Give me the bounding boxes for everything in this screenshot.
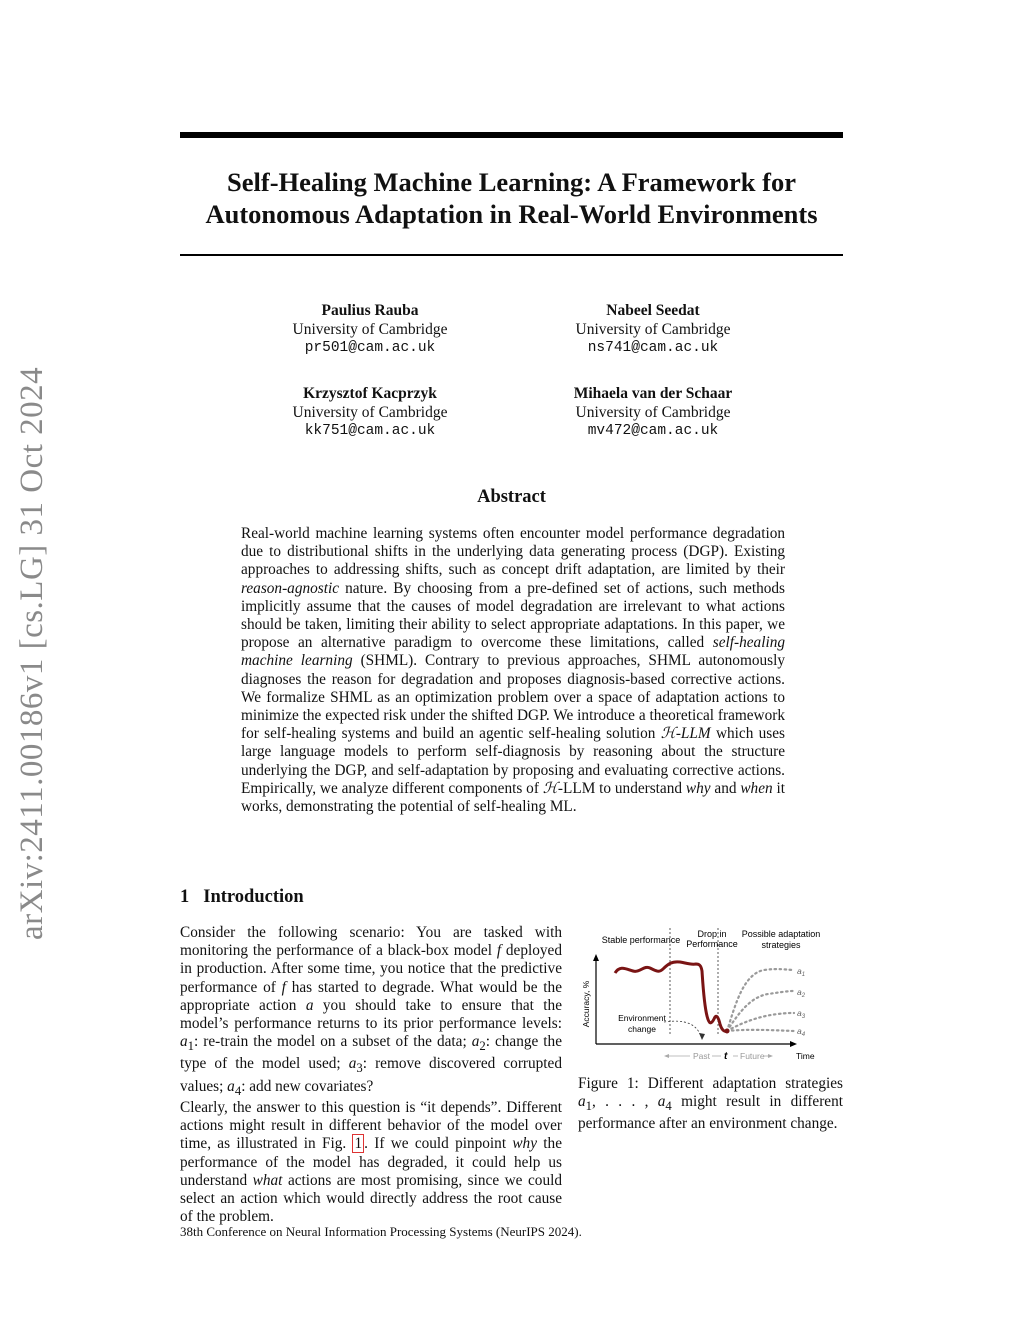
abstract-heading: Abstract <box>477 487 546 507</box>
intro-paragraph-2: Clearly, the answer to this question is “it depends”. Different actions might result in different behavior of the model over time, as illustrated in Fig. 1 . If we could pinpoint why the performance of the model has degraded, it could help us understand what actions are most promising, since we could select an action which would directly address the root cause of the problem. <box>180 1099 562 1226</box>
env-change-pointer <box>664 1021 701 1036</box>
future-label: Future <box>740 1051 765 1061</box>
author-name: Paulius Rauba <box>321 302 419 319</box>
intro-paragraph: Consider the following scenario: You are tasked with monitoring the performance of a black-box model f deployed in production. After some time, you notice that the predictive performance of f has started to degrade. What would be the appropriate action a you should take to ensure that the model’s performance returns to its prior performance levels: $a_1$: re-train the model on a subset of the data; $a_2$: change the type of the model used; $a_3$: remove discovered corrupted values; $a_4$: add new covariates? <box>180 924 562 1098</box>
author-affiliation: University of Cambridge <box>575 321 731 338</box>
env-change-label-1: Environment <box>618 1013 666 1023</box>
title-line-2: Autonomous Adaptation in Real-World Environments <box>205 199 818 229</box>
figure-1 <box>578 924 843 1074</box>
author-name: Mihaela van der Schaar <box>573 385 733 402</box>
author-block <box>523 384 783 441</box>
env-change-label-2: change <box>628 1024 656 1034</box>
y-axis-label: Accuracy, % <box>581 980 591 1028</box>
author-affiliation: University of Cambridge <box>292 321 448 338</box>
author-block <box>240 301 500 358</box>
title-line-1: Self-Healing Machine Learning: A Framework for <box>227 167 796 197</box>
author-email[interactable]: kk751@cam.ac.uk <box>304 423 436 439</box>
arxiv-stamp: arXiv:2411.00186v1 [cs.LG] 31 Oct 2024 <box>14 366 50 940</box>
phase-label-possible-1: Possible adaptation <box>741 929 821 939</box>
author-affiliation: University of Cambridge <box>575 404 731 421</box>
x-axis-arrow-icon <box>790 1041 797 1047</box>
figure-1-caption: Figure 1: Different adaptation strategies $a_1$, . . . , $a_4$ might result in different performance after an environment change. <box>578 1075 843 1133</box>
abstract-body: Real-world machine learning systems often encounter model performance degradation due to distributional shifts in the underlying data generating process (DGP). Existing approaches to addressing shifts, such as concept drift adaptation, are limited by their reason-agnostic nature. By choosing from a pre-defined set of actions, such methods implicitly assume that the causes of model degradation are irrelevant to what actions should be taken, limiting their ability to select appropriate adaptations. In this paper, we propose an alternative paradigm to overcome these limitations, called self-healing machine learning (SHML). Contrary to previous approaches, SHML autonomously diagnoses the reason for degradation and proposes diagnosis-based corrective actions. We formalize SHML as an optimization problem over a space of adaptation actions to minimize the expected risk under the shifted DGP. We introduce a theoretical framework for self-healing systems and build an agentic self-healing solution ℋ-LLM which uses large language models to perform self-diagnosis by reasoning about the structure underlying the DGP, and self-adaptation by proposing and evaluating corrective actions. Empirically, we analyze different components of ℋ-LLM to understand why and when it works, demonstrating the potential of self-healing ML. <box>241 525 786 816</box>
conference-footnote: 38th Conference on Neural Information Processing Systems (NeurIPS 2024). <box>180 1224 582 1239</box>
author-affiliation: University of Cambridge <box>292 404 448 421</box>
intro-text-column <box>180 924 562 1100</box>
strategy-label-a4: $a_4$ <box>797 1026 806 1038</box>
figure-1-reference-link[interactable]: 1 <box>354 1135 363 1153</box>
author-email[interactable]: ns741@cam.ac.uk <box>587 340 719 356</box>
author-email[interactable]: mv472@cam.ac.uk <box>587 423 719 439</box>
strategy-label-a1: $a_1$ <box>797 966 806 978</box>
x-axis-label: Time <box>796 1051 815 1061</box>
title-rule-top <box>180 132 843 138</box>
author-block <box>240 384 500 441</box>
future-arrow-icon <box>768 1054 773 1058</box>
phase-label-drop-2: Performance <box>686 939 738 949</box>
y-axis-arrow-icon <box>593 954 599 961</box>
author-name: Krzysztof Kacprzyk <box>303 385 437 402</box>
strategy-a3-curve <box>727 1013 794 1031</box>
current-time-label: t <box>724 1051 728 1062</box>
strategy-label-a3: $a_3$ <box>797 1008 806 1020</box>
author-block <box>523 301 783 358</box>
author-email[interactable]: pr501@cam.ac.uk <box>304 340 436 356</box>
phase-label-drop-1: Drop in <box>697 929 727 939</box>
current-time-point <box>725 1029 730 1034</box>
phase-label-possible-2: strategies <box>761 940 801 950</box>
past-arrow-icon <box>664 1054 669 1058</box>
strategy-label-a2: $a_2$ <box>797 987 806 999</box>
author-name: Nabeel Seedat <box>606 302 700 319</box>
section-heading-introduction: 1 Introduction <box>180 887 304 907</box>
env-change-arrow-icon <box>699 1033 705 1040</box>
strategy-a1-curve <box>727 969 794 1031</box>
title-rule-bottom <box>180 254 843 256</box>
past-label: Past <box>693 1051 711 1061</box>
figure-1-svg <box>578 924 843 1074</box>
phase-label-stable: Stable performance <box>601 935 681 945</box>
strategy-a4-curve <box>727 1030 794 1031</box>
paper-title <box>180 166 843 230</box>
